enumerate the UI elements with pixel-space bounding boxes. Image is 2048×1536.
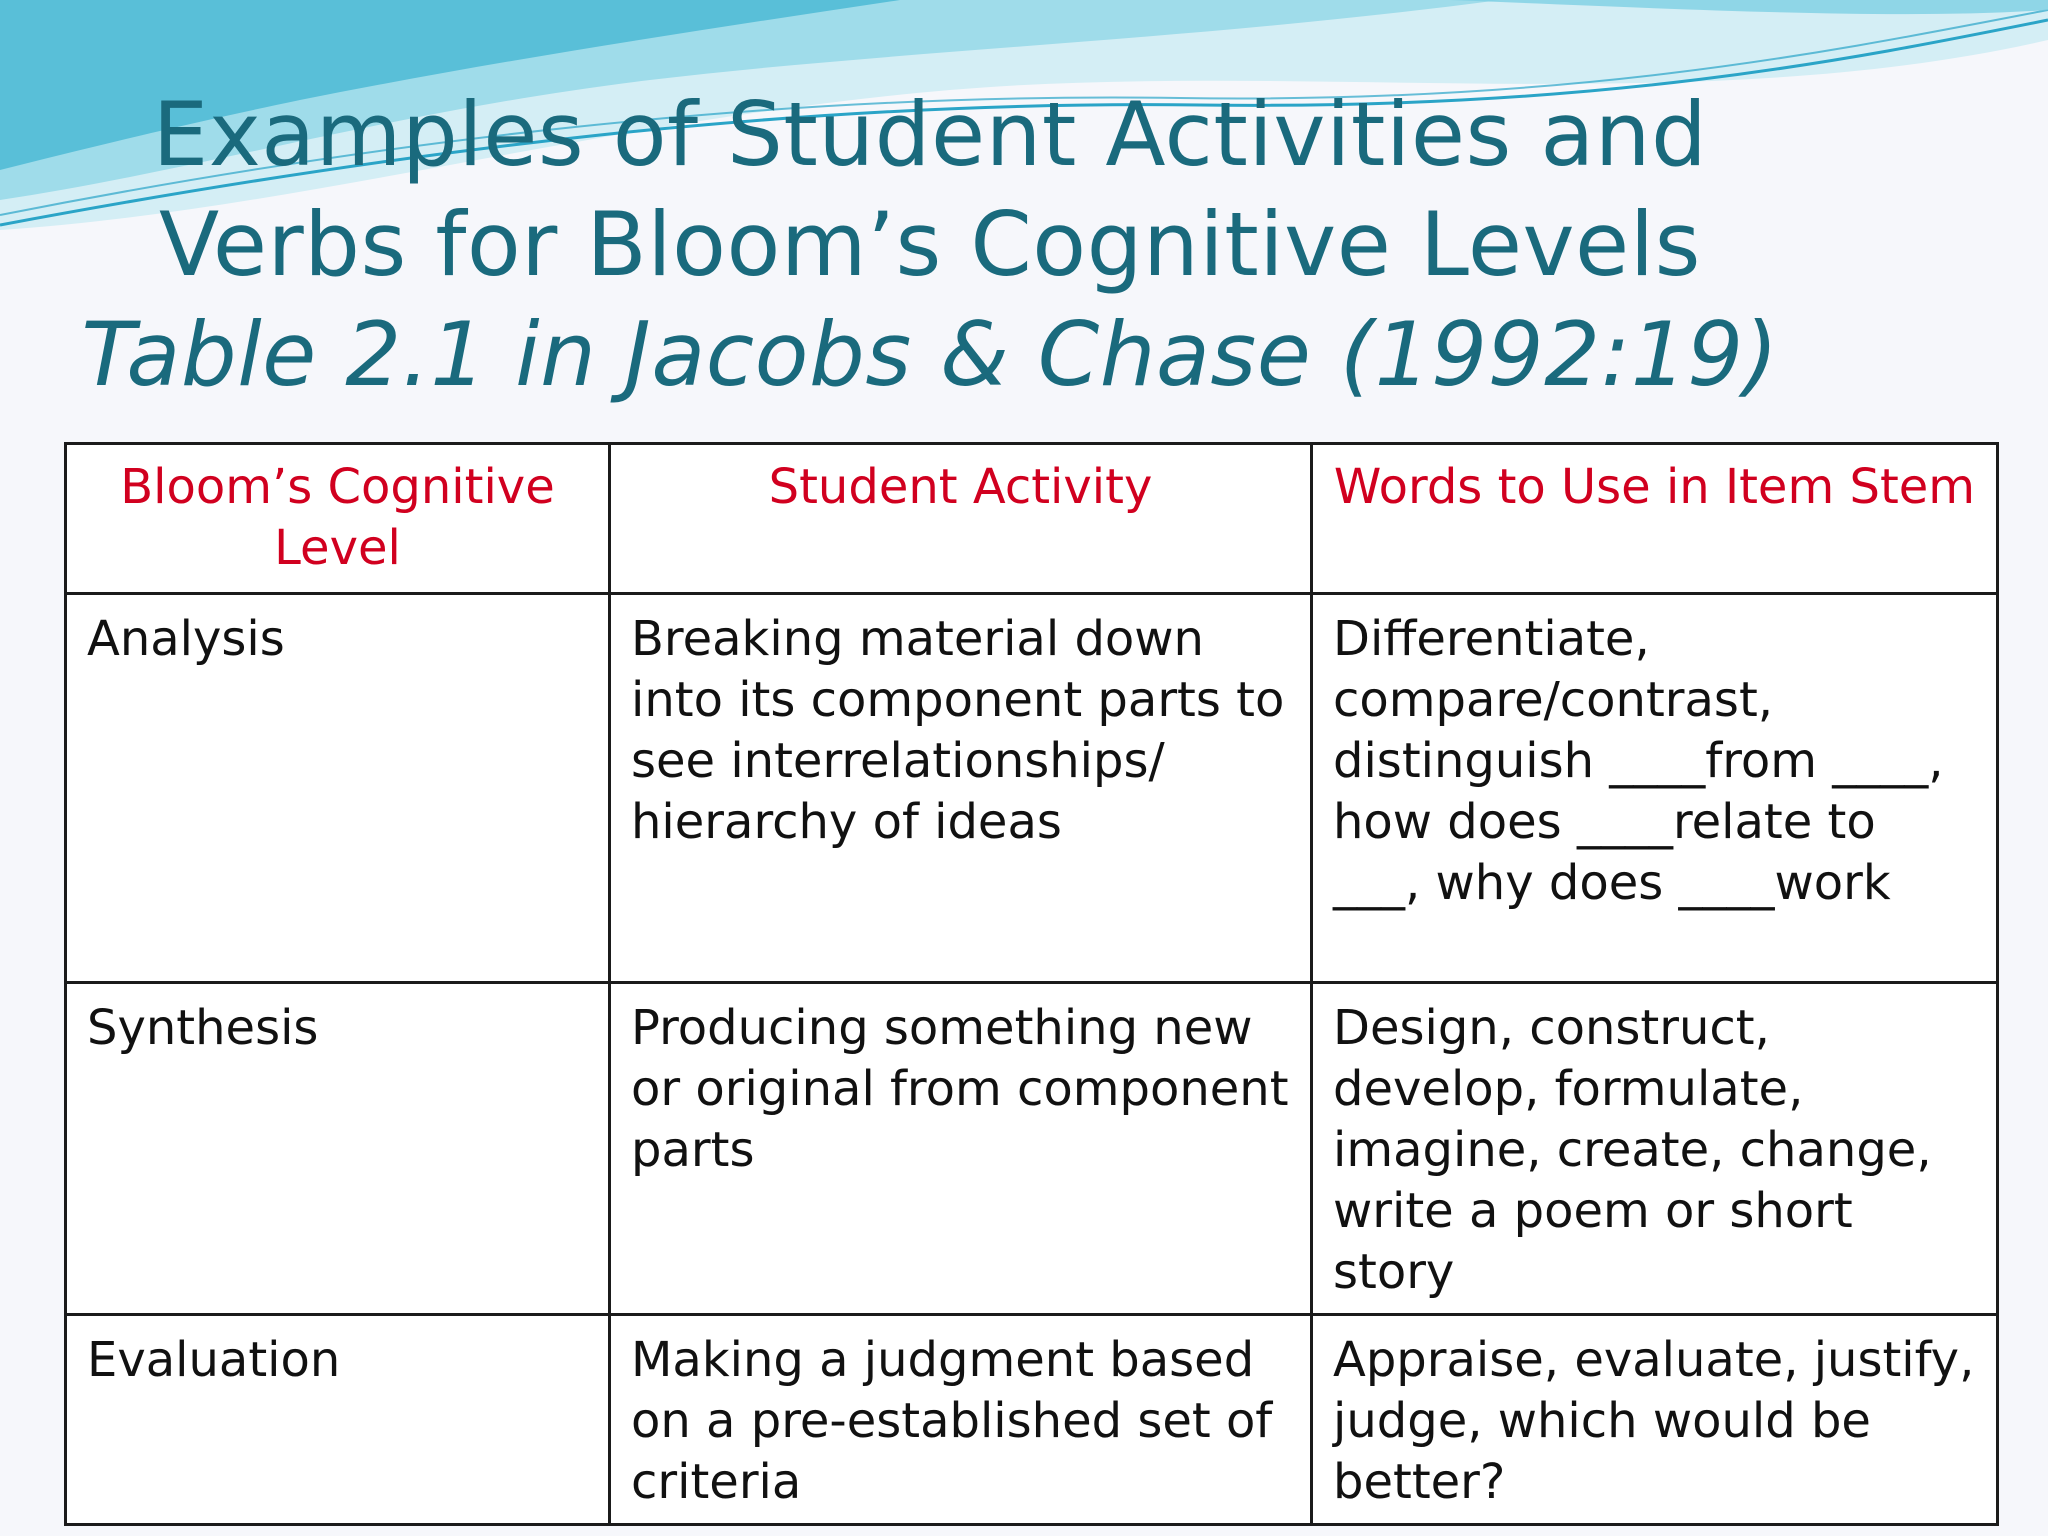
header-words-item-stem: Words to Use in Item Stem (1312, 444, 1998, 594)
cell-level: Evaluation (66, 1315, 610, 1525)
cell-activity: Breaking material down into its component parts to see interrelationships/ hierarchy of ideas (610, 594, 1312, 983)
cell-level: Synthesis (66, 983, 610, 1315)
table-header-row (66, 444, 1998, 594)
title-line-3: Table 2.1 in Jacobs & Chase (1992:19) (81, 303, 1779, 406)
header-student-activity: Student Activity (610, 444, 1312, 594)
bloom-levels-table (64, 442, 1999, 1526)
table-row (66, 983, 1998, 1315)
cell-words: Design, construct, develop, formulate, imagine, create, change, write a poem or short story (1312, 983, 1998, 1315)
title-line-1: Examples of Student Activities and (152, 83, 1708, 186)
slide-title (0, 80, 1860, 410)
table-row (66, 1315, 1998, 1525)
header-blooms-level: Bloom’s Cognitive Level (66, 444, 610, 594)
cell-activity: Making a judgment based on a pre-established set of criteria (610, 1315, 1312, 1525)
cell-level: Analysis (66, 594, 610, 983)
title-line-2: Verbs for Bloom’s Cognitive Levels (158, 193, 1701, 296)
cell-activity: Producing something new or original from component parts (610, 983, 1312, 1315)
cell-words: Appraise, evaluate, justify, judge, which would be better? (1312, 1315, 1998, 1525)
table-row (66, 594, 1998, 983)
cell-words: Differentiate, compare/contrast, distinguish ____from ____, how does ____relate to ___, why does ____work (1312, 594, 1998, 983)
